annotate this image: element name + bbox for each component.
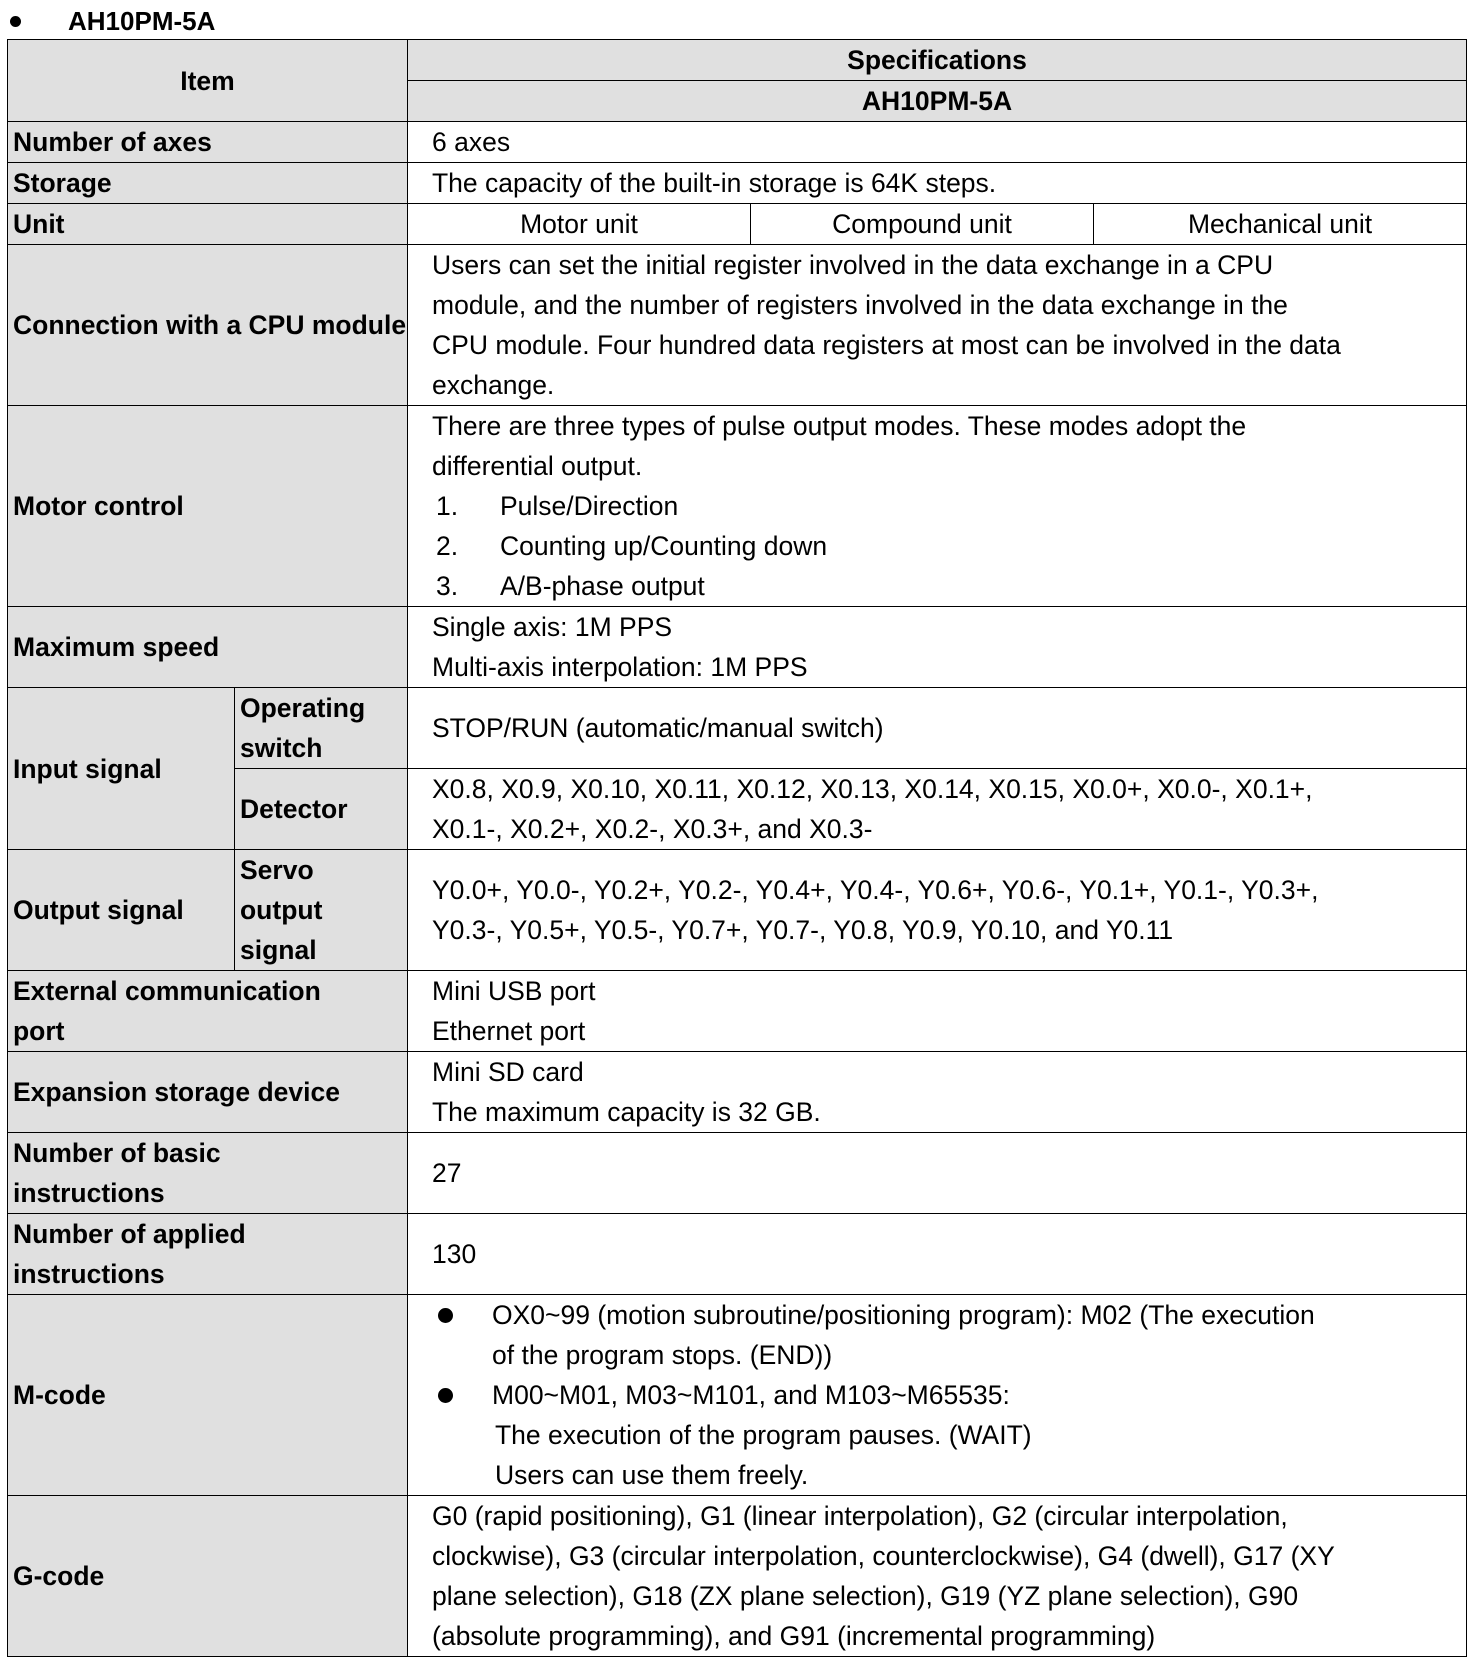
row-label-output-signal: Output signal (8, 850, 235, 971)
table-row (8, 607, 1467, 688)
table-row (8, 163, 1467, 204)
row-label-basic-instructions: Number of basic instructions (8, 1133, 408, 1214)
table-row (8, 406, 1467, 607)
row-value-servo-output: Y0.0+, Y0.0-, Y0.2+, Y0.2-, Y0.4+, Y0.4-, Y0.6+, Y0.6-, Y0.1+, Y0.1-, Y0.3+, Y0.3-, Y0.5+, Y0.5-, Y0.7+, Y0.7-, Y0.8, Y0.9, Y0.10, and Y0.11 (408, 850, 1467, 971)
row-value-operating-switch: STOP/RUN (automatic/manual switch) (408, 688, 1467, 769)
row-label-m-code: M-code (8, 1295, 408, 1496)
list-item: M00~M01, M03~M101, and M103~M65535: (432, 1375, 1462, 1415)
section-heading (10, 4, 215, 38)
row-label-cpu-connection: Connection with a CPU module (8, 245, 408, 406)
row-label-unit: Unit (8, 204, 408, 245)
table-row (8, 688, 1467, 769)
bullet-icon (10, 16, 21, 27)
list-item: 3. A/B-phase output (436, 571, 705, 601)
list-item: 2. Counting up/Counting down (436, 531, 828, 561)
row-value-storage: The capacity of the built-in storage is 64K steps. (408, 163, 1467, 204)
row-label-max-speed: Maximum speed (8, 607, 408, 688)
row-label-expansion-storage: Expansion storage device (8, 1052, 408, 1133)
row-label-g-code: G-code (8, 1496, 408, 1657)
list-item: OX0~99 (motion subroutine/positioning program): M02 (The execution of the program stops. (END)) (432, 1295, 1462, 1375)
row-value-expansion-storage: Mini SD card The maximum capacity is 32 GB. (408, 1052, 1467, 1133)
table-row (8, 971, 1467, 1052)
table-row (8, 1214, 1467, 1295)
unit-compound: Compound unit (751, 204, 1094, 245)
bullet-icon (438, 1388, 453, 1403)
row-label-applied-instructions: Number of applied instructions (8, 1214, 408, 1295)
heading-text: AH10PM-5A (68, 5, 216, 36)
row-value-m-code: OX0~99 (motion subroutine/positioning program): M02 (The execution of the program stops. (END)) M00~M01, M03~M101, and M103~M65535: The execution of the program pauses. (WAIT) Users can use them freely. (408, 1295, 1467, 1496)
specifications-header: Specifications (408, 40, 1467, 81)
table-row (8, 1052, 1467, 1133)
list-item: 1. Pulse/Direction (436, 491, 679, 521)
row-value-cpu-connection: Users can set the initial register involved in the data exchange in a CPU module, and the number of registers involved in the data exchange in the CPU module. Four hundred data registers at most can be involved in the data exchange. (408, 245, 1467, 406)
model-header: AH10PM-5A (408, 81, 1467, 122)
row-value-basic-instructions: 27 (408, 1133, 1467, 1214)
unit-motor: Motor unit (408, 204, 751, 245)
table-row (8, 1295, 1467, 1496)
row-value-comm-port: Mini USB port Ethernet port (408, 971, 1467, 1052)
row-label-comm-port: External communication port (8, 971, 408, 1052)
table-row (8, 1133, 1467, 1214)
table-row (8, 245, 1467, 406)
table-row (8, 850, 1467, 971)
row-value-axes: 6 axes (408, 122, 1467, 163)
table-row (8, 1496, 1467, 1657)
bullet-icon (438, 1308, 453, 1323)
table-row (8, 122, 1467, 163)
row-label-axes: Number of axes (8, 122, 408, 163)
row-value-max-speed: Single axis: 1M PPS Multi-axis interpolation: 1M PPS (408, 607, 1467, 688)
unit-mechanical: Mechanical unit (1094, 204, 1467, 245)
table-row (8, 204, 1467, 245)
sub-label-operating-switch: Operating switch (235, 688, 408, 769)
item-header: Item (8, 40, 408, 122)
row-label-motor-control: Motor control (8, 406, 408, 607)
header-row (8, 40, 1467, 81)
row-value-applied-instructions: 130 (408, 1214, 1467, 1295)
row-label-storage: Storage (8, 163, 408, 204)
sub-label-servo-output: Servo output signal (235, 850, 408, 971)
row-value-motor-control: There are three types of pulse output modes. These modes adopt the differential output. 1. Pulse/Direction 2. Counting up/Counting down 3. A/B-phase output (408, 406, 1467, 607)
sub-label-detector: Detector (235, 769, 408, 850)
row-value-detector: X0.8, X0.9, X0.10, X0.11, X0.12, X0.13, X0.14, X0.15, X0.0+, X0.0-, X0.1+, X0.1-, X0.2+, X0.2-, X0.3+, and X0.3- (408, 769, 1467, 850)
specifications-table (7, 39, 1467, 1657)
row-label-input-signal: Input signal (8, 688, 235, 850)
row-value-g-code: G0 (rapid positioning), G1 (linear interpolation), G2 (circular interpolation, clockwise), G3 (circular interpolation, counterclockwise), G4 (dwell), G17 (XY plane selection), G18 (ZX plane selection), G19 (YZ plane selection), G90 (absolute programming), and G91 (incremental programming) (408, 1496, 1467, 1657)
